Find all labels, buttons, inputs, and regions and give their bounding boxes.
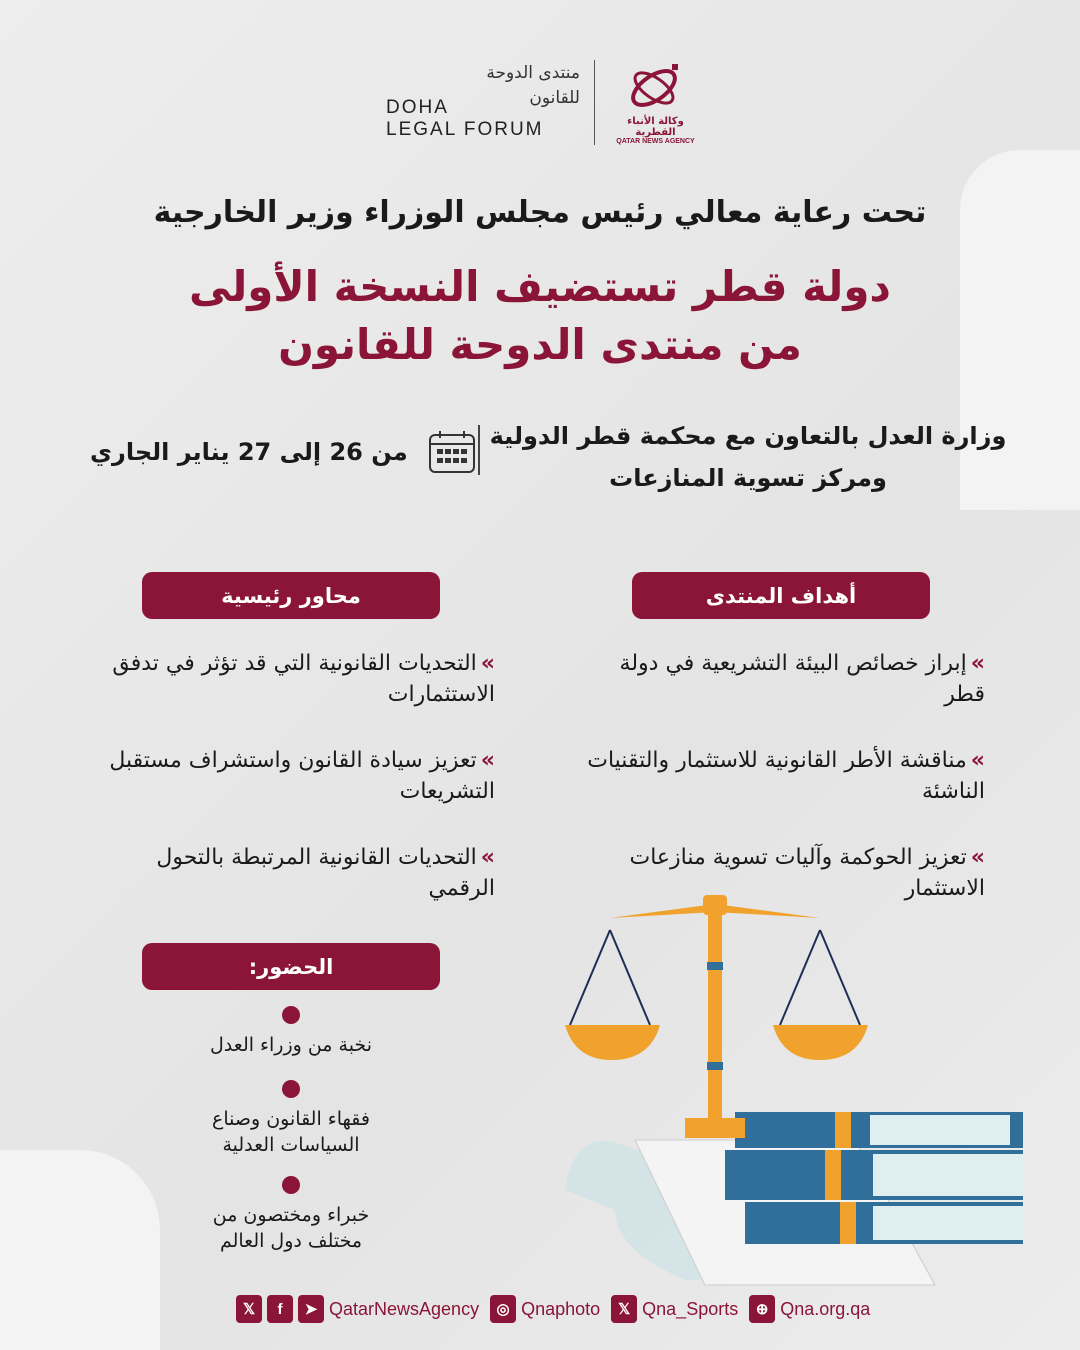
forum-logo-ar: منتدى الدوحة: [486, 63, 580, 83]
title-line-1: دولة قطر تستضيف النسخة الأولى: [189, 262, 891, 311]
info-divider: [478, 425, 480, 475]
handle-qatarnewsagency[interactable]: QatarNewsAgency: [329, 1298, 480, 1319]
forum-en-2: LEGAL FORUM: [386, 119, 544, 140]
globe-icon[interactable]: ⊕: [749, 1295, 775, 1323]
quote-icon: »: [480, 748, 495, 773]
goals-header: أهداف المنتدى: [632, 572, 930, 619]
attendee-text: خبراء ومختصون من مختلف دول العالم: [212, 1204, 370, 1252]
attendee-item: [186, 1176, 396, 1254]
patronage-text: تحت رعاية معالي رئيس مجلس الوزراء وزير الخارجية: [153, 195, 927, 230]
themes-header: محاور رئيسية: [142, 572, 440, 619]
attendee-item: [191, 1080, 391, 1158]
bullet-icon: [282, 1176, 300, 1194]
goal-text: إبراز خصائص البيئة التشريعية في دولة قطر: [619, 651, 985, 707]
title-line-2: من منتدى الدوحة للقانون: [278, 320, 802, 369]
bullet-icon: [282, 1080, 300, 1098]
bullet-icon: [282, 1006, 300, 1024]
goal-item: [585, 745, 985, 807]
decor-shape: [0, 1150, 160, 1350]
logo-divider: [594, 60, 595, 145]
quote-icon: »: [970, 651, 985, 676]
qna-name-ar: وكالة الأنباء القطرية: [627, 116, 684, 138]
goal-text: مناقشة الأطر القانونية للاستثمار والتقنيات الناشئة: [587, 748, 985, 804]
x-icon[interactable]: 𝕏: [611, 1295, 637, 1323]
organizers-line-2: ومركز تسوية المنازعات: [609, 464, 887, 492]
organizers: [488, 415, 1008, 499]
forum-logo-en: [386, 97, 544, 141]
theme-item: [95, 745, 495, 807]
qna-emblem-icon: [626, 60, 686, 112]
footer-social: [236, 1295, 876, 1323]
logos: [380, 55, 710, 150]
forum-logo-ar2: للقانون: [529, 88, 580, 108]
date-text: من 26 إلى 27 يناير الجاري: [90, 438, 408, 466]
calendar-icon: [428, 430, 476, 474]
theme-item: [95, 648, 495, 710]
theme-text: تعزيز سيادة القانون واستشراف مستقبل التشريعات: [109, 748, 495, 804]
goal-text: تعزيز الحوكمة وآليات تسوية منازعات الاستثمار: [629, 845, 985, 901]
qna-name-en: QATAR NEWS AGENCY: [616, 138, 695, 145]
handle-qna-sports[interactable]: Qna_Sports: [642, 1298, 739, 1319]
attendee-item: [142, 1006, 440, 1058]
main-title: [0, 258, 1080, 374]
quote-icon: »: [970, 845, 985, 870]
attendee-text: نخبة من وزراء العدل: [210, 1034, 372, 1056]
facebook-icon[interactable]: f: [267, 1295, 293, 1323]
instagram-icon[interactable]: ◎: [490, 1295, 516, 1323]
organizers-line-1: وزارة العدل بالتعاون مع محكمة قطر الدولية: [489, 422, 1007, 450]
website-link[interactable]: Qna.org.qa: [780, 1298, 871, 1319]
handle-qnaphoto[interactable]: Qnaphoto: [521, 1298, 601, 1319]
theme-text: التحديات القانونية المرتبطة بالتحول الرقمي: [156, 845, 495, 901]
quote-icon: »: [970, 748, 985, 773]
attendee-text: فقهاء القانون وصناع السياسات العدلية: [212, 1108, 370, 1156]
goal-item: [585, 648, 985, 710]
telegram-icon[interactable]: ➤: [298, 1295, 324, 1323]
theme-text: التحديات القانونية التي قد تؤثر في تدفق الاستثمارات: [112, 651, 495, 707]
forum-en-1: DOHA: [386, 97, 449, 118]
x-icon[interactable]: 𝕏: [236, 1295, 262, 1323]
qna-logo: [608, 60, 703, 145]
event-date: [90, 430, 476, 474]
attendance-header: الحضور:: [142, 943, 440, 990]
theme-item: [95, 842, 495, 904]
quote-icon: »: [480, 845, 495, 870]
quote-icon: »: [480, 651, 495, 676]
scales-of-justice-illustration: [555, 890, 1035, 1290]
